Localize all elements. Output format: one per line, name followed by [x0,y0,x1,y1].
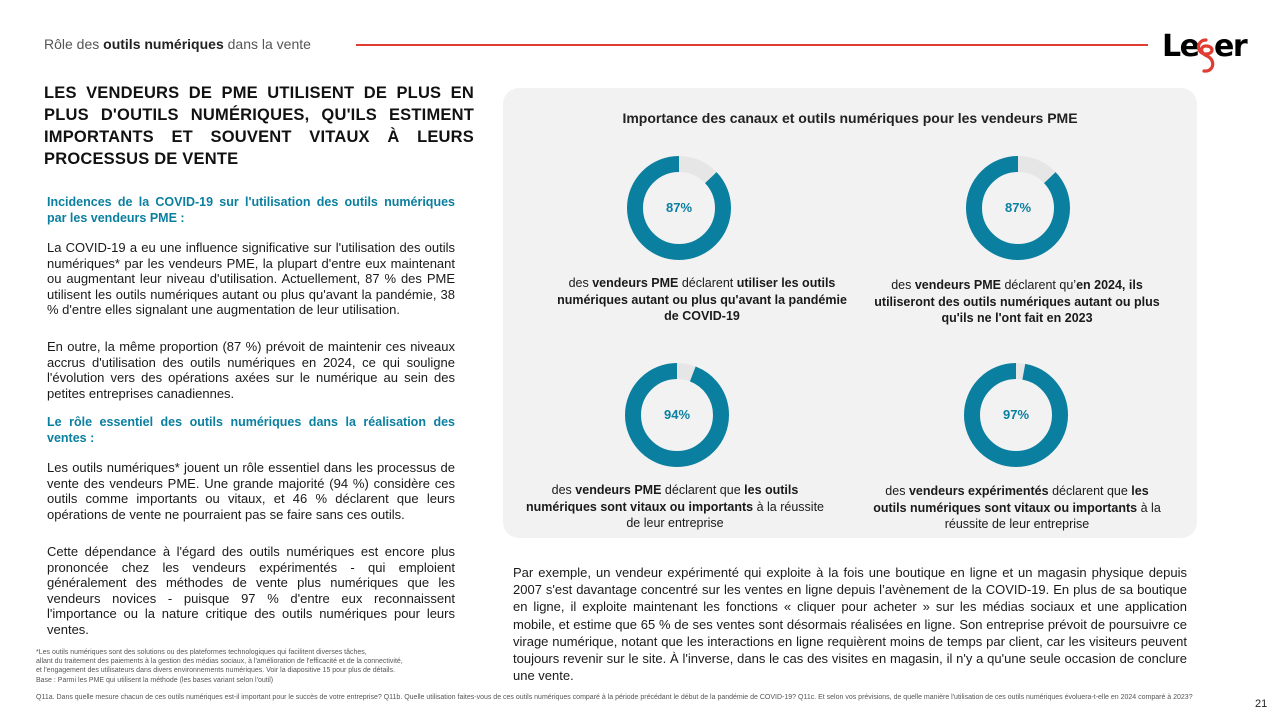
paragraph-role-2: Cette dépendance à l'égard des outils numériques est encore plus prononcée chez les vendeurs expérimentés - qui emploient généralement des méthodes de vente plus numériques que les vendeurs novices - puisque 97 % d'entre eux reconnaissent l'importance ou la nature critique des outils numériques pour leurs ventes. [47,544,455,637]
footnote-line-1: *Les outils numériques sont des solutions ou des plateformes technologiques qui facilitent diverses tâches, [36,649,367,656]
caption-4: des vendeurs expérimentés déclarent que les outils numériques sont vitaux ou importants à la réussite de leur entreprise [873,484,1161,531]
donut-chart-1 [623,152,735,264]
slide-headline: LES VENDEURS DE PME UTILISENT DE PLUS EN PLUS D'OUTILS NUMÉRIQUES, QU'ILS ESTIMENT IMPORTANTS ET SOUVENT VITAUX À LEURS PROCESSUS DE VENTE [44,84,474,168]
donut-3-label: 94% [663,407,691,422]
donut-chart-2 [962,152,1074,264]
section-title-covid: Incidences de la COVID-19 sur l'utilisation des outils numériques par les vendeurs PME : [47,195,455,225]
chart-panel [503,88,1197,538]
example-paragraph: Par exemple, un vendeur expérimenté qui exploite à la fois une boutique en ligne et un magasin physique depuis 2007 s'est davantage concentré sur les ventes en ligne depuis l’avènement de la COVID-19. En plus de sa boutique en ligne, il exploite maintenant les fonctions « cliquer pour acheter » sur les médias sociaux et une application mobile, et estime que 65 % de ses ventes sont désormais réalisées en ligne. Son entreprise prévoit de poursuivre ce virage numérique, notant que les interactions en ligne requièrent moins de temps par client, car les visiteurs peuvent toujours revenir sur le site. À l'inverse, dans le cas des visites en magasin, il n'y a qu'une seule occasion de conclure une vente. [513,565,1187,684]
caption-3: des vendeurs PME déclarent que les outils numériques sont vitaux ou importants à la réussite de leur entreprise [526,483,824,530]
svg-text:Le: Le [1162,29,1199,64]
question-note: Q11a. Dans quelle mesure chacun de ces outils numériques est-il important pour le succès de votre entreprise? Q11b. Quelle utilisation faites-vous de ces outils numériques comparé à la période précédant le début de la pandémie de COVID-19? Q11c. Et selon vos prévisions, de quelle manière l'utilisation de ces outils numériques évoluera-t-elle en 2024 comparé à 2023? [36,694,1193,701]
header-divider [356,44,1148,46]
footnote-line-3: et l'engagement des utilisateurs dans divers environnements numériques. Voir la diapositive 15 pour plus de détails. [36,667,395,675]
leger-logo [1162,26,1252,78]
footnote [36,648,506,685]
caption-1: des vendeurs PME déclarent utiliser les outils numériques autant ou plus qu'avant la pandémie de COVID-19 [557,276,847,323]
section-title-role: Le rôle essentiel des outils numériques dans la réalisation des ventes : [47,415,455,445]
header-bold: outils numériques [103,36,224,52]
slide-header [44,36,311,52]
donut-1-label: 87% [665,200,693,215]
donut-2-label: 87% [1004,200,1032,215]
donut-chart-4 [960,359,1072,471]
footnote-base: Base : Parmi les PME qui utilisent la méthode (les bases variant selon l'outil) [36,676,274,684]
header-suffix: dans la vente [227,36,311,52]
caption-2: des vendeurs PME déclarent qu’en 2024, ils utiliseront des outils numériques autant ou plus qu'ils ne l'ont fait en 2023 [874,278,1160,325]
paragraph-covid-1: La COVID-19 a eu une influence significative sur l'utilisation des outils numériques* par les vendeurs PME, la plupart d'entre eux maintenant ou augmentant leur niveau d'utilisation. Actuellement, 87 % des PME utilisent les outils numériques autant ou plus qu'avant la pandémie, 38 % d'entre elles signalant une augmentation de leur utilisation. [47,240,455,317]
page-number: 21 [1255,698,1268,710]
donut-chart-3 [621,359,733,471]
paragraph-covid-2: En outre, la même proportion (87 %) prévoit de maintenir ces niveaux accrus d'utilisation des outils numériques en 2024, ce qui souligne l'évolution vers des opérations axées sur le numérique au sein des petites entreprises canadiennes. [47,339,455,401]
panel-title: Importance des canaux et outils numériques pour les vendeurs PME [622,110,1078,126]
paragraph-role-1: Les outils numériques* jouent un rôle essentiel dans les processus de vente des vendeurs PME. Une grande majorité (94 %) considère ces outils comme importants ou vitaux, et 46 % déclarent que leurs opérations de vente ne pourraient pas se faire sans ces outils. [47,460,455,522]
donut-4-label: 97% [1002,407,1030,422]
svg-text:er: er [1214,29,1247,64]
footnote-line-2: allant du traitement des paiements à la gestion des médias sociaux, à l'amélioration de l'efficacité et de la connectivité, [36,658,403,666]
header-prefix: Rôle des [44,36,100,52]
